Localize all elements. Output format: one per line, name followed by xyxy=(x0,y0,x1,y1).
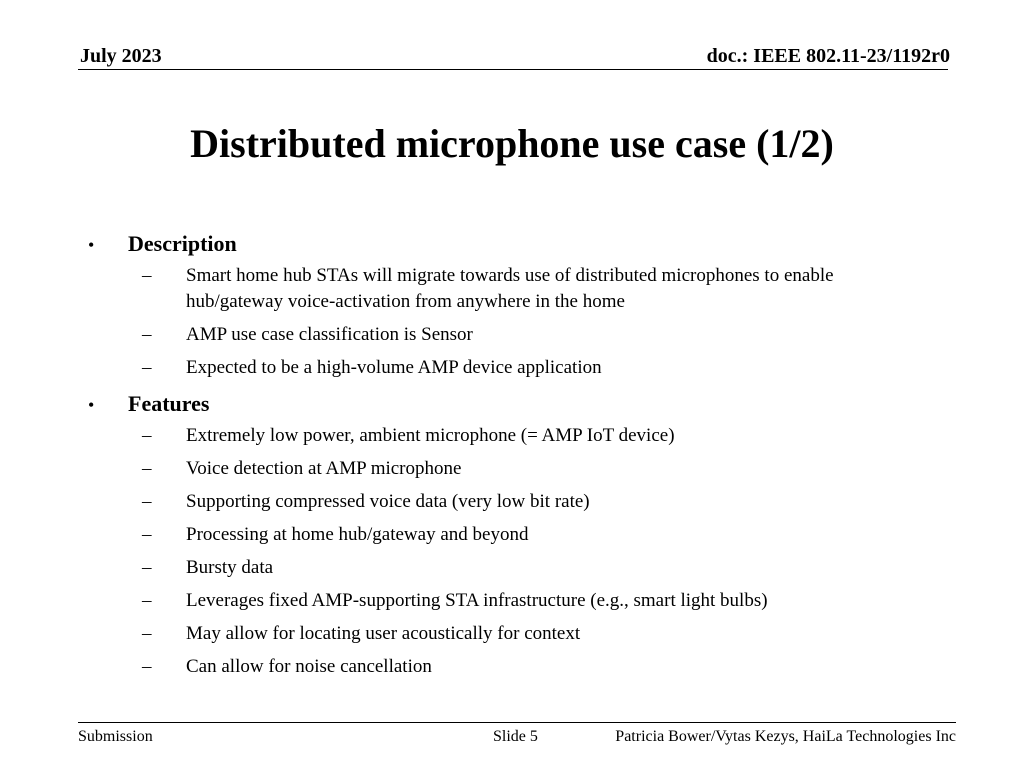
description-list xyxy=(86,263,906,381)
dash-icon: – xyxy=(142,524,152,545)
header-doc-id: doc.: IEEE 802.11-23/1192r0 xyxy=(706,45,950,67)
list-item-text: Bursty data xyxy=(186,557,274,578)
header-divider xyxy=(78,69,948,70)
dash-icon: – xyxy=(142,656,152,677)
footer-slide-number: Slide 5 xyxy=(493,728,538,745)
bullet-icon: • xyxy=(88,395,95,415)
list-item xyxy=(86,263,906,315)
list-item-text: Voice detection at AMP microphone xyxy=(186,458,462,479)
dash-icon: – xyxy=(142,357,152,378)
footer-divider xyxy=(78,722,956,723)
dash-icon: – xyxy=(142,458,152,479)
list-item xyxy=(86,489,906,515)
list-item-text: Smart home hub STAs will migrate towards use of distributed microphones to enable hub/gateway voice-activation from anywhere in the home xyxy=(186,265,834,312)
list-item xyxy=(86,456,906,482)
slide-body xyxy=(86,228,906,687)
list-item xyxy=(86,322,906,348)
list-item-text: Extremely low power, ambient microphone (= AMP IoT device) xyxy=(186,425,675,446)
list-item xyxy=(86,423,906,449)
list-item-text: Expected to be a high-volume AMP device application xyxy=(186,357,602,378)
dash-icon: – xyxy=(142,425,152,446)
features-list xyxy=(86,423,906,680)
list-item-text: Supporting compressed voice data (very low bit rate) xyxy=(186,491,590,512)
list-item xyxy=(86,522,906,548)
dash-icon: – xyxy=(142,265,152,286)
section-heading: Features xyxy=(128,391,210,416)
footer-submission: Submission xyxy=(78,728,153,745)
list-item-text: May allow for locating user acoustically for context xyxy=(186,623,581,644)
section-description xyxy=(86,228,906,261)
section-features xyxy=(86,388,906,421)
list-item xyxy=(86,555,906,581)
list-item-text: AMP use case classification is Sensor xyxy=(186,324,473,345)
dash-icon: – xyxy=(142,491,152,512)
list-item xyxy=(86,654,906,680)
list-item-text: Leverages fixed AMP-supporting STA infrastructure (e.g., smart light bulbs) xyxy=(186,590,768,611)
section-heading: Description xyxy=(128,231,237,256)
footer-author: Patricia Bower/Vytas Kezys, HaiLa Technologies Inc xyxy=(615,728,956,745)
header-date: July 2023 xyxy=(80,45,162,67)
list-item-text: Can allow for noise cancellation xyxy=(186,656,432,677)
dash-icon: – xyxy=(142,623,152,644)
list-item xyxy=(86,355,906,381)
dash-icon: – xyxy=(142,324,152,345)
list-item xyxy=(86,588,906,614)
list-item-text: Processing at home hub/gateway and beyond xyxy=(186,524,529,545)
bullet-icon: • xyxy=(88,235,95,255)
dash-icon: – xyxy=(142,590,152,611)
list-item xyxy=(86,621,906,647)
dash-icon: – xyxy=(142,557,152,578)
slide-title: Distributed microphone use case (1/2) xyxy=(190,121,834,166)
